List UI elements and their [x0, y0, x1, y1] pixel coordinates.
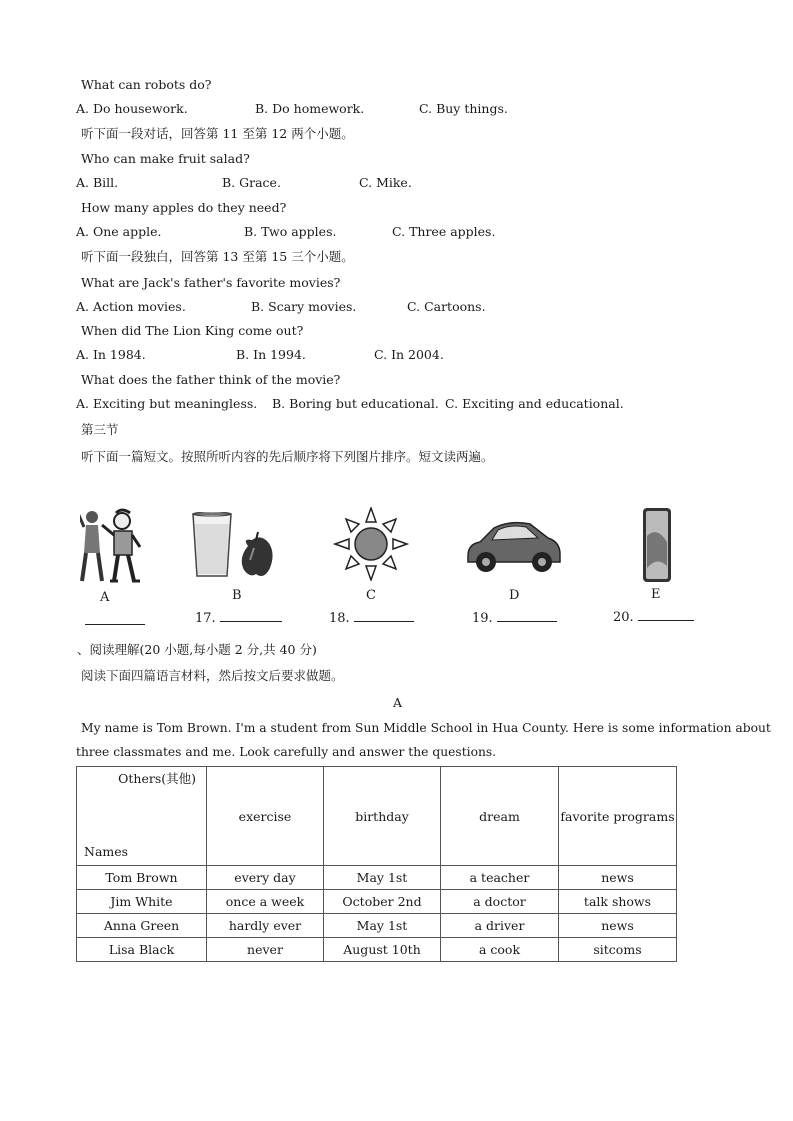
column-header-birthday: birthday	[324, 767, 441, 866]
answer-blank-17[interactable]: 17.	[195, 609, 282, 626]
phone-icon	[641, 506, 673, 588]
exercise-people-icon	[80, 505, 144, 589]
table-row	[77, 866, 677, 890]
answer-blank-19[interactable]: 19.	[472, 609, 557, 626]
picture-label-c: C	[366, 588, 376, 603]
option-a: A. Bill.	[76, 175, 119, 190]
table-header-row	[77, 767, 677, 866]
cell-exercise: every day	[207, 866, 324, 890]
question-lion-king: When did The Lion King come out?	[81, 323, 304, 338]
table-row	[77, 890, 677, 914]
option-c: C. Buy things.	[419, 101, 508, 116]
cell-program: talk shows	[559, 890, 677, 914]
cell-dream: a teacher	[441, 866, 559, 890]
option-c: C. Cartoons.	[407, 299, 486, 314]
car-icon	[464, 518, 564, 584]
cell-program: news	[559, 914, 677, 938]
option-a: A. Do housework.	[76, 101, 188, 116]
cell-program: sitcoms	[559, 938, 677, 962]
question-movies: What are Jack's father's favorite movies?	[81, 275, 341, 290]
instruction-13-15: 听下面一段独白，回答第 13 至第 15 三个小题。	[81, 249, 354, 264]
picture-label-b: B	[232, 588, 242, 603]
option-a: A. Action movies.	[76, 299, 186, 314]
column-header-favorite-programs: favorite programs	[559, 767, 677, 866]
question-robots: What can robots do?	[81, 77, 212, 92]
picture-label-d: D	[509, 588, 520, 603]
section-3-heading: 第三节	[81, 422, 119, 437]
info-table	[76, 766, 677, 962]
picture-label-e: E	[651, 587, 661, 602]
sun-icon	[331, 507, 411, 585]
passage-intro-line-1: My name is Tom Brown. I'm a student from Sun Middle School in Hua County. Here is some information about	[81, 721, 771, 735]
option-c: C. Mike.	[359, 175, 412, 190]
option-b: B. Two apples.	[244, 224, 337, 239]
table-row	[77, 938, 677, 962]
option-b: B. Scary movies.	[251, 299, 357, 314]
cell-exercise: never	[207, 938, 324, 962]
cell-program: news	[559, 866, 677, 890]
answer-blank-20[interactable]: 20.	[613, 608, 694, 625]
cell-name: Lisa Black	[77, 938, 207, 962]
option-b: B. Do homework.	[255, 101, 365, 116]
option-a: A. In 1984.	[76, 347, 146, 362]
cell-exercise: once a week	[207, 890, 324, 914]
answer-blank-16[interactable]	[85, 612, 145, 629]
instruction-11-12: 听下面一段对话，回答第 11 至第 12 两个小题。	[81, 126, 354, 141]
picture-label-a: A	[100, 590, 110, 605]
cell-birthday: October 2nd	[324, 890, 441, 914]
cell-dream: a cook	[441, 938, 559, 962]
option-a: A. Exciting but meaningless.	[76, 396, 258, 411]
option-c: C. In 2004.	[374, 347, 444, 362]
cell-dream: a driver	[441, 914, 559, 938]
milk-apple-icon	[190, 512, 280, 584]
cell-name: Jim White	[77, 890, 207, 914]
passage-label: A	[393, 695, 403, 710]
question-apples: How many apples do they need?	[81, 200, 287, 215]
option-b: B. Grace.	[222, 175, 281, 190]
cell-name: Tom Brown	[77, 866, 207, 890]
table-corner-cell	[77, 767, 207, 866]
answer-blank-18[interactable]: 18.	[329, 609, 414, 626]
option-b: B. In 1994.	[236, 347, 306, 362]
option-b: B. Boring but educational.	[272, 396, 439, 411]
cell-exercise: hardly ever	[207, 914, 324, 938]
cell-birthday: May 1st	[324, 914, 441, 938]
section-3-instruction: 听下面一篇短文。按照所听内容的先后顺序将下列图片排序。短文读两遍。	[81, 449, 494, 464]
question-father-opinion: What does the father think of the movie?	[81, 372, 341, 387]
column-header-dream: dream	[441, 767, 559, 866]
passage-intro-line-2: three classmates and me. Look carefully and answer the questions.	[76, 745, 497, 759]
reading-heading: 、阅读理解(20 小题,每小题 2 分,共 40 分)	[77, 642, 317, 657]
cell-birthday: August 10th	[324, 938, 441, 962]
option-c: C. Exciting and educational.	[445, 396, 624, 411]
option-a: A. One apple.	[76, 224, 162, 239]
question-salad: Who can make fruit salad?	[81, 151, 250, 166]
reading-instruction: 阅读下面四篇语言材料，然后按文后要求做题。	[81, 668, 344, 683]
column-header-exercise: exercise	[207, 767, 324, 866]
corner-label-others: Others(其他)	[118, 771, 196, 786]
cell-dream: a doctor	[441, 890, 559, 914]
cell-birthday: May 1st	[324, 866, 441, 890]
corner-label-names: Names	[84, 844, 129, 859]
option-c: C. Three apples.	[392, 224, 496, 239]
cell-name: Anna Green	[77, 914, 207, 938]
table-row	[77, 914, 677, 938]
